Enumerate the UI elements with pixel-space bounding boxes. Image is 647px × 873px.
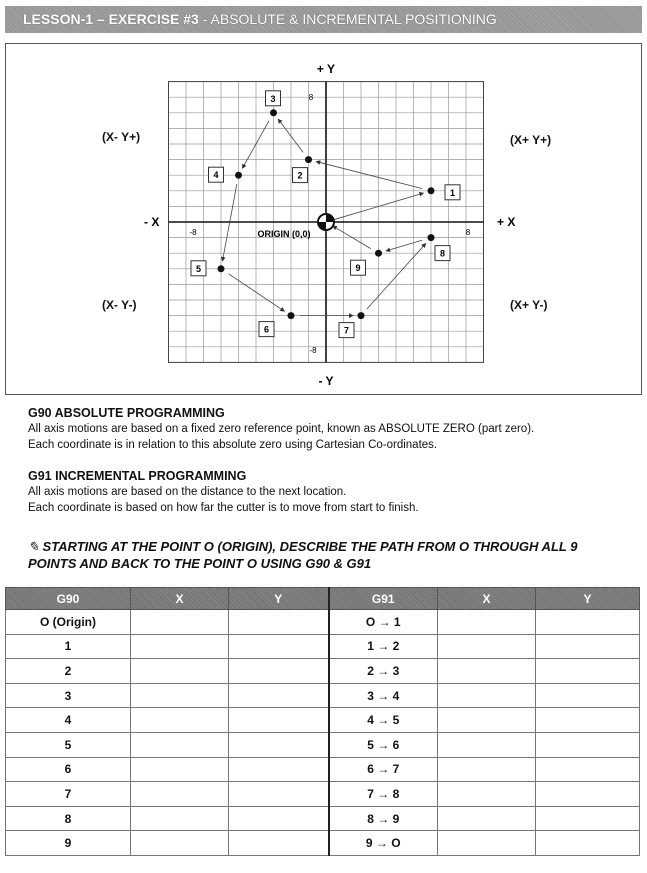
quadrant-label-q4: (X+ Y-) bbox=[510, 298, 548, 312]
g90-point-cell: 8 bbox=[6, 806, 131, 831]
g91-heading: G91 INCREMENTAL PROGRAMMING bbox=[28, 469, 247, 483]
g91-move-cell: 6 → 7 bbox=[329, 757, 438, 782]
g90-point-cell: O (Origin) bbox=[6, 610, 131, 635]
g90-point-cell: 6 bbox=[6, 757, 131, 782]
tick-label-y-pos: 8 bbox=[308, 93, 314, 103]
g90-x-input[interactable] bbox=[131, 659, 229, 684]
table-row bbox=[6, 806, 640, 831]
g90-section bbox=[28, 405, 628, 453]
g91-y-input[interactable] bbox=[536, 732, 640, 757]
g91-move-cell: 8 → 9 bbox=[329, 806, 438, 831]
table-row bbox=[6, 757, 640, 782]
task-instruction bbox=[28, 538, 628, 572]
column-header-3: G91 bbox=[329, 588, 438, 610]
point-1 bbox=[428, 187, 435, 194]
g91-move-cell: 9 → O bbox=[329, 831, 438, 856]
g90-y-input[interactable] bbox=[229, 659, 329, 684]
g90-x-input[interactable] bbox=[131, 782, 229, 807]
table-row bbox=[6, 831, 640, 856]
g91-y-input[interactable] bbox=[536, 634, 640, 659]
g91-x-input[interactable] bbox=[438, 659, 536, 684]
quadrant-label-q2: (X- Y+) bbox=[102, 130, 141, 144]
g90-x-input[interactable] bbox=[131, 610, 229, 635]
point-3 bbox=[270, 109, 277, 116]
g91-y-input[interactable] bbox=[536, 683, 640, 708]
g91-move-cell: 3 → 4 bbox=[329, 683, 438, 708]
g91-move-cell: 2 → 3 bbox=[329, 659, 438, 684]
g91-move-cell: 5 → 6 bbox=[329, 732, 438, 757]
g90-x-input[interactable] bbox=[131, 806, 229, 831]
quadrant-label-q1: (X+ Y+) bbox=[510, 133, 552, 147]
table-row bbox=[6, 659, 640, 684]
g90-y-input[interactable] bbox=[229, 610, 329, 635]
g90-line2: Each coordinate is in relation to this absolute zero using Cartesian Co-ordinates. bbox=[28, 439, 438, 451]
path-arrow bbox=[228, 274, 284, 311]
path-arrow bbox=[386, 240, 422, 251]
g91-move-cell: O → 1 bbox=[329, 610, 438, 635]
g90-y-input[interactable] bbox=[229, 683, 329, 708]
task-text: STARTING AT THE POINT O (ORIGIN), DESCRIBE THE PATH FROM O THROUGH ALL 9 POINTS AND BACK TO THE POINT O USING G90 & G91 bbox=[28, 539, 578, 571]
point-label-7: 7 bbox=[343, 325, 350, 336]
origin-quadrant-fill bbox=[318, 222, 326, 230]
g91-y-input[interactable] bbox=[536, 708, 640, 733]
column-header-1: X bbox=[131, 588, 229, 610]
table-row bbox=[6, 610, 640, 635]
g90-x-input[interactable] bbox=[131, 708, 229, 733]
g91-move-cell: 1 → 2 bbox=[329, 634, 438, 659]
g91-x-input[interactable] bbox=[438, 806, 536, 831]
g90-x-input[interactable] bbox=[131, 634, 229, 659]
quadrant-label-q3: (X- Y-) bbox=[102, 298, 137, 312]
g90-x-input[interactable] bbox=[131, 732, 229, 757]
point-2 bbox=[305, 156, 312, 163]
g91-x-input[interactable] bbox=[438, 634, 536, 659]
g91-y-input[interactable] bbox=[536, 831, 640, 856]
column-header-5: Y bbox=[536, 588, 640, 610]
g91-x-input[interactable] bbox=[438, 732, 536, 757]
g91-y-input[interactable] bbox=[536, 757, 640, 782]
answer-table bbox=[5, 587, 640, 856]
g90-point-cell: 5 bbox=[6, 732, 131, 757]
column-header-0: G90 bbox=[6, 588, 131, 610]
g91-x-input[interactable] bbox=[438, 757, 536, 782]
g90-y-input[interactable] bbox=[229, 831, 329, 856]
point-4 bbox=[235, 172, 242, 179]
g91-x-input[interactable] bbox=[438, 782, 536, 807]
g91-y-input[interactable] bbox=[536, 782, 640, 807]
table-row bbox=[6, 634, 640, 659]
g91-line1: All axis motions are based on the distance to the next location. bbox=[28, 486, 347, 498]
g90-point-cell: 3 bbox=[6, 683, 131, 708]
g91-move-cell: 7 → 8 bbox=[329, 782, 438, 807]
table-row bbox=[6, 782, 640, 807]
g90-y-input[interactable] bbox=[229, 757, 329, 782]
table-row bbox=[6, 683, 640, 708]
point-9 bbox=[375, 250, 382, 257]
g91-y-input[interactable] bbox=[536, 806, 640, 831]
g90-point-cell: 7 bbox=[6, 782, 131, 807]
g91-x-input[interactable] bbox=[438, 610, 536, 635]
g90-point-cell: 9 bbox=[6, 831, 131, 856]
g90-x-input[interactable] bbox=[131, 831, 229, 856]
point-label-5: 5 bbox=[195, 263, 202, 274]
point-label-6: 6 bbox=[263, 324, 270, 335]
point-label-1: 1 bbox=[449, 187, 456, 198]
g91-x-input[interactable] bbox=[438, 683, 536, 708]
point-label-4: 4 bbox=[213, 170, 219, 181]
g91-x-input[interactable] bbox=[438, 708, 536, 733]
coordinate-graph bbox=[0, 0, 647, 400]
tick-label-y-neg: -8 bbox=[309, 345, 317, 355]
origin-quadrant-fill bbox=[326, 214, 334, 222]
minus-x-label: - X bbox=[144, 215, 160, 229]
g90-point-cell: 4 bbox=[6, 708, 131, 733]
title-bold: LESSON-1 – EXERCISE #3 bbox=[23, 11, 199, 27]
point-label-2: 2 bbox=[297, 170, 303, 181]
plus-x-label: + X bbox=[497, 215, 516, 229]
g91-y-input[interactable] bbox=[536, 610, 640, 635]
point-label-3: 3 bbox=[270, 93, 276, 104]
plus-y-label: + Y bbox=[316, 62, 336, 76]
g91-line2: Each coordinate is based on how far the cutter is to move from start to finish. bbox=[28, 502, 419, 514]
tick-label-x-pos: 8 bbox=[465, 228, 471, 237]
pencil-icon: ✎ bbox=[28, 539, 43, 554]
tick-label-x-neg: -8 bbox=[189, 228, 197, 237]
g90-heading: G90 ABSOLUTE PROGRAMMING bbox=[28, 406, 225, 420]
column-header-2: Y bbox=[229, 588, 329, 610]
point-5 bbox=[218, 265, 225, 272]
g90-y-input[interactable] bbox=[229, 708, 329, 733]
g91-move-cell: 4 → 5 bbox=[329, 708, 438, 733]
table-row bbox=[6, 732, 640, 757]
point-label-9: 9 bbox=[355, 263, 361, 274]
g90-y-input[interactable] bbox=[229, 634, 329, 659]
g90-x-input[interactable] bbox=[131, 683, 229, 708]
g90-line1: All axis motions are based on a fixed zero reference point, known as ABSOLUTE ZERO (part zero). bbox=[28, 423, 535, 435]
table-row bbox=[6, 708, 640, 733]
title-rest: - ABSOLUTE & INCREMENTAL POSITIONING bbox=[198, 11, 497, 27]
point-label-8: 8 bbox=[439, 248, 446, 259]
g90-y-input[interactable] bbox=[229, 806, 329, 831]
g90-point-cell: 1 bbox=[6, 634, 131, 659]
g90-x-input[interactable] bbox=[131, 757, 229, 782]
origin-label: ORIGIN (0,0) bbox=[257, 229, 311, 239]
g90-point-cell: 2 bbox=[6, 659, 131, 684]
point-8 bbox=[428, 234, 435, 241]
g91-y-input[interactable] bbox=[536, 659, 640, 684]
column-header-4: X bbox=[438, 588, 536, 610]
g91-x-input[interactable] bbox=[438, 831, 536, 856]
g90-y-input[interactable] bbox=[229, 782, 329, 807]
g91-section bbox=[28, 468, 628, 516]
minus-y-label: - Y bbox=[318, 374, 334, 388]
g90-y-input[interactable] bbox=[229, 732, 329, 757]
point-7 bbox=[358, 312, 365, 319]
point-6 bbox=[288, 312, 295, 319]
